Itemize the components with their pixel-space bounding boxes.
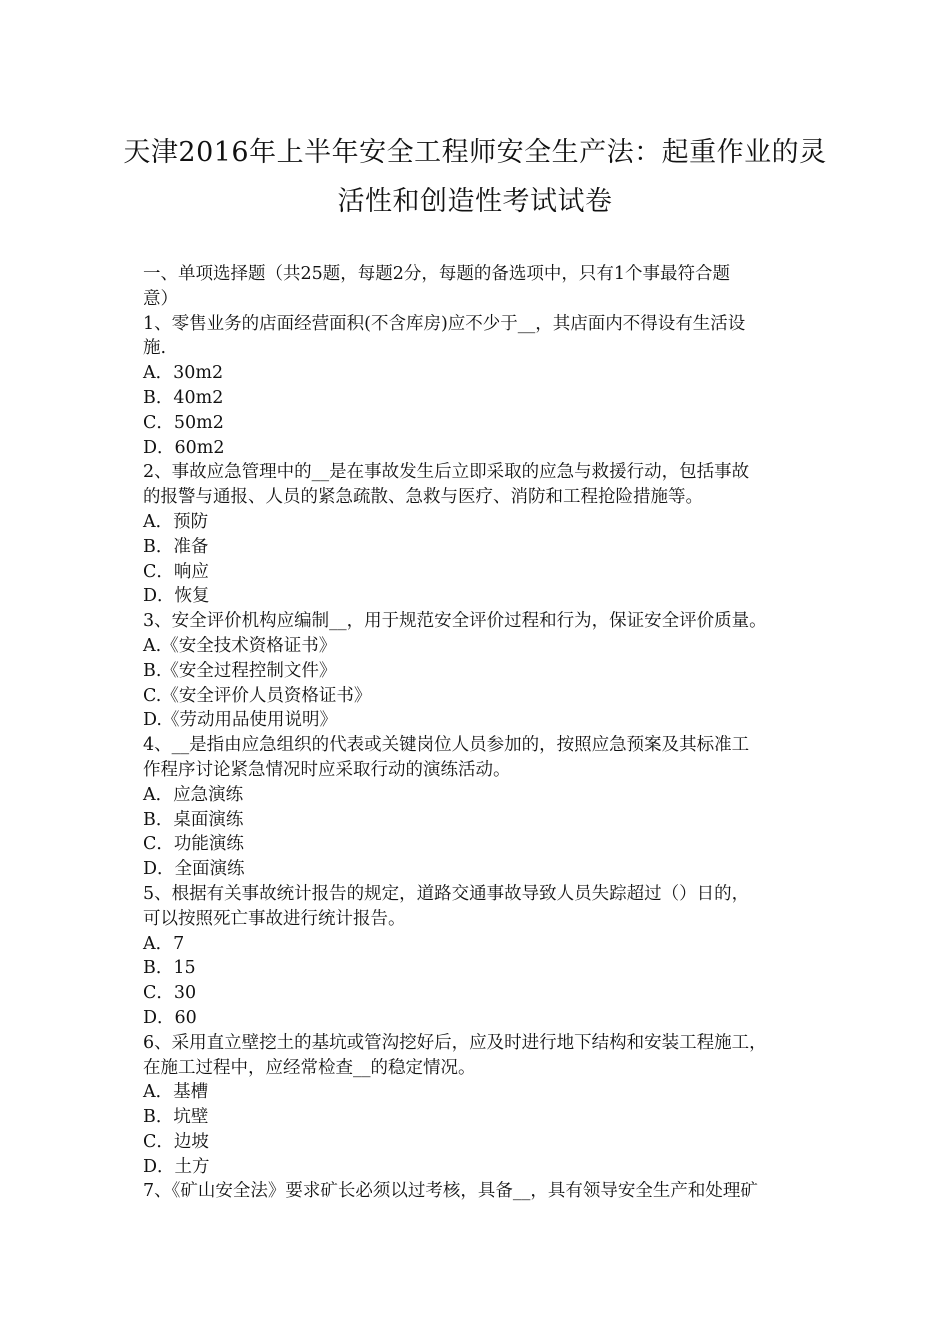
question-2-option-c: C．响应 [143, 561, 209, 582]
question-6-option-c: C．边坡 [143, 1131, 209, 1152]
question-1-option-d: D．60m2 [143, 437, 225, 458]
question-4-option-c: C．功能演练 [143, 834, 244, 855]
question-4-stem-continuation: 作程序讨论紧急情况时应采取行动的演练活动。 [143, 759, 511, 780]
section-heading-continuation: 意） [143, 288, 178, 309]
question-1-option-b: B．40m2 [143, 387, 224, 408]
question-3-option-c: C.《安全评价人员资格证书》 [143, 685, 372, 706]
question-1-stem-continuation: 施. [143, 338, 167, 359]
question-1-option-a: A．30m2 [143, 363, 224, 384]
question-4-option-a: A．应急演练 [143, 784, 244, 805]
question-6-option-a: A．基槽 [143, 1082, 209, 1103]
question-7-stem: 7、《矿山安全法》要求矿长必须以过考核，具备__，具有领导安全生产和处理矿 [143, 1181, 758, 1202]
question-3-stem: 3、安全评价机构应编制__，用于规范安全评价过程和行为，保证安全评价质量。 [143, 611, 767, 632]
question-4-option-d: D．全面演练 [143, 859, 245, 880]
question-3-option-a: A.《安全技术资格证书》 [143, 635, 337, 656]
question-4-option-b: B．桌面演练 [143, 809, 244, 830]
question-2-stem-continuation: 的报警与通报、人员的紧急疏散、急救与医疗、消防和工程抢险措施等。 [143, 487, 703, 508]
title-line-2: 活性和创造性考试试卷 [337, 186, 613, 217]
question-5-option-a: A．7 [143, 933, 185, 954]
question-2-option-a: A．预防 [143, 511, 209, 532]
question-5-option-c: C．30 [143, 983, 197, 1004]
question-6-option-b: B．坑壁 [143, 1107, 209, 1128]
document-title [120, 128, 830, 226]
question-6-stem: 6、采用直立壁挖土的基坑或管沟挖好后，应及时进行地下结构和安装工程施工， [143, 1032, 767, 1053]
question-4-stem: 4、__是指由应急组织的代表或关键岗位人员参加的，按照应急预案及其标准工 [143, 735, 750, 756]
question-3-option-d: D.《劳动用品使用说明》 [143, 710, 337, 731]
question-5-stem-continuation: 可以按照死亡事故进行统计报告。 [143, 908, 406, 929]
question-5-stem: 5、根据有关事故统计报告的规定，道路交通事故导致人员失踪超过（）日的， [143, 883, 750, 904]
question-2-stem: 2、事故应急管理中的__是在事故发生后立即采取的应急与救援行动，包括事故 [143, 462, 750, 483]
question-5-option-d: D．60 [143, 1007, 197, 1028]
question-1-stem: 1、零售业务的店面经营面积(不含库房)应不少于__，其店面内不得设有生活设 [143, 313, 746, 334]
title-line-1: 天津2016年上半年安全工程师安全生产法：起重作业的灵 [123, 137, 827, 168]
question-1-option-c: C．50m2 [143, 412, 224, 433]
question-5-option-b: B．15 [143, 958, 196, 979]
question-2-option-d: D．恢复 [143, 586, 210, 607]
question-2-option-b: B．准备 [143, 536, 209, 557]
question-6-stem-continuation: 在施工过程中，应经常检查__的稳定情况。 [143, 1057, 476, 1078]
section-heading: 一、单项选择题（共25题，每题2分，每题的备选项中，只有1个事最符合题 [143, 264, 731, 284]
document-body [143, 262, 811, 1204]
question-3-option-b: B.《安全过程控制文件》 [143, 660, 337, 681]
question-6-option-d: D．土方 [143, 1156, 210, 1177]
